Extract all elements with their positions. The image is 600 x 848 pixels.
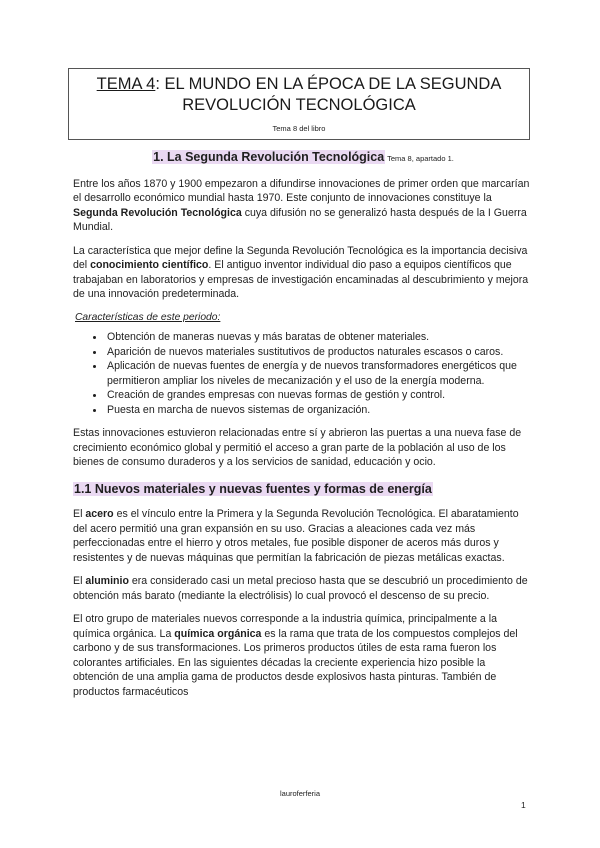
section-1-1-heading: [73, 482, 533, 497]
paragraph: [73, 177, 533, 235]
document-subtitle: Tema 8 del libro: [272, 124, 326, 133]
characteristics-heading: Características de este periodo:: [75, 311, 221, 323]
paragraph: Estas innovaciones estuvieron relacionadas entre sí y abrieron las puertas a una nueva fase de crecimiento económico global y permitió el acceso a gran parte de la población al uso de los bienes de consumo duraderos y a los servicios de sanidad, educación y ocio.: [73, 427, 522, 468]
text-run: era considerado casi un metal precioso hasta que se descubrió un procedimiento de obtención más barato (mediante la electrólisis) lo cual provocó el descenso de su precio.: [73, 575, 528, 602]
bold-term: química orgánica: [174, 627, 262, 640]
document-body: [73, 150, 533, 708]
title-prefix: TEMA 4: [96, 75, 156, 93]
list-item: • Aparición de nuevos materiales sustitutivos de productos naturales escasos o caros.: [105, 345, 533, 360]
text-run: El: [73, 508, 86, 520]
list-item: • Creación de grandes empresas con nuevas formas de gestión y control.: [105, 388, 533, 403]
text-run: es la rama que trata de los compuestos complejos del carbono y de sus transformaciones. Los primeros productos útiles de esta rama fueron los colorantes artificiales. En las siguientes décadas la creciente experiencia hizo posible la obtención de una amplia gama de productos desde explosivos hasta pinturas. También de productos farmacéuticos: [73, 627, 518, 698]
document-title: [69, 74, 529, 116]
section-1-title: 1. La Segunda Revolución Tecnológica: [153, 150, 385, 164]
bold-term: acero: [85, 508, 114, 520]
section-1-1-title: 1.1 Nuevos materiales y nuevas fuentes y formas de energía: [74, 481, 432, 496]
text-run: es el vínculo entre la Primera y la Segunda Revolución Tecnológica. El abaratamiento del acero permitió una gran expansión en su uso. Gracias a aleaciones cada vez más perfeccionadas entre el hierro y otros metales, fue posible disponer de aceros más duros y resistentes y de nuevas máquinas que permitían la fabricación de piezas metálicas exactas.: [73, 508, 519, 564]
text-run: La característica que mejor define la Segunda Revolución Tecnológica es la importancia decisiva del: [73, 244, 528, 271]
section-1-ref: Tema 8, apartado 1.: [385, 154, 454, 163]
text-run: . El antiguo inventor individual dio paso a equipos científicos que trabajaban en laboratorios y empresas de investigación encaminadas al descubrimiento y mejora de una innovación predeterminada.: [73, 259, 529, 300]
text-run: El: [73, 575, 86, 587]
text-run: Entre los años 1870 y 1900 empezaron a difundirse innovaciones de primer orden que marcarían el desarrollo económico mundial hasta 1970. Este conjunto de innovaciones constituye la: [73, 177, 530, 204]
bold-term: conocimiento científico: [90, 259, 209, 271]
title-rest: : EL MUNDO EN LA ÉPOCA DE LA SEGUNDA REVOLUCIÓN TECNOLÓGICA: [155, 75, 502, 114]
bold-term: aluminio: [85, 575, 129, 587]
list-item: • Puesta en marcha de nuevos sistemas de organización.: [105, 403, 533, 418]
paragraph: [73, 574, 533, 603]
bold-term: Segunda Revolución Tecnológica: [73, 206, 242, 219]
page-number: 1: [521, 800, 526, 810]
paragraph: [73, 244, 533, 302]
characteristics-list: [73, 330, 533, 417]
section-1-heading: [73, 150, 533, 167]
paragraph: [73, 612, 533, 699]
footer-author: lauroferferia: [279, 789, 321, 798]
list-item: • Aplicación de nuevas fuentes de energía y de nuevos transformadores energéticos que permitieron ampliar los niveles de mecanización y el uso de la energía moderna.: [105, 359, 533, 388]
text-run: El otro grupo de materiales nuevos corresponde a la industria química, principalmente a la química orgánica. La: [73, 613, 497, 640]
paragraph: [73, 507, 533, 565]
text-run: cuya difusión no se generalizó hasta después de la I Guerra Mundial.: [73, 206, 527, 233]
list-item: • Obtención de maneras nuevas y más baratas de obtener materiales.: [105, 330, 533, 345]
title-box: [68, 68, 530, 140]
